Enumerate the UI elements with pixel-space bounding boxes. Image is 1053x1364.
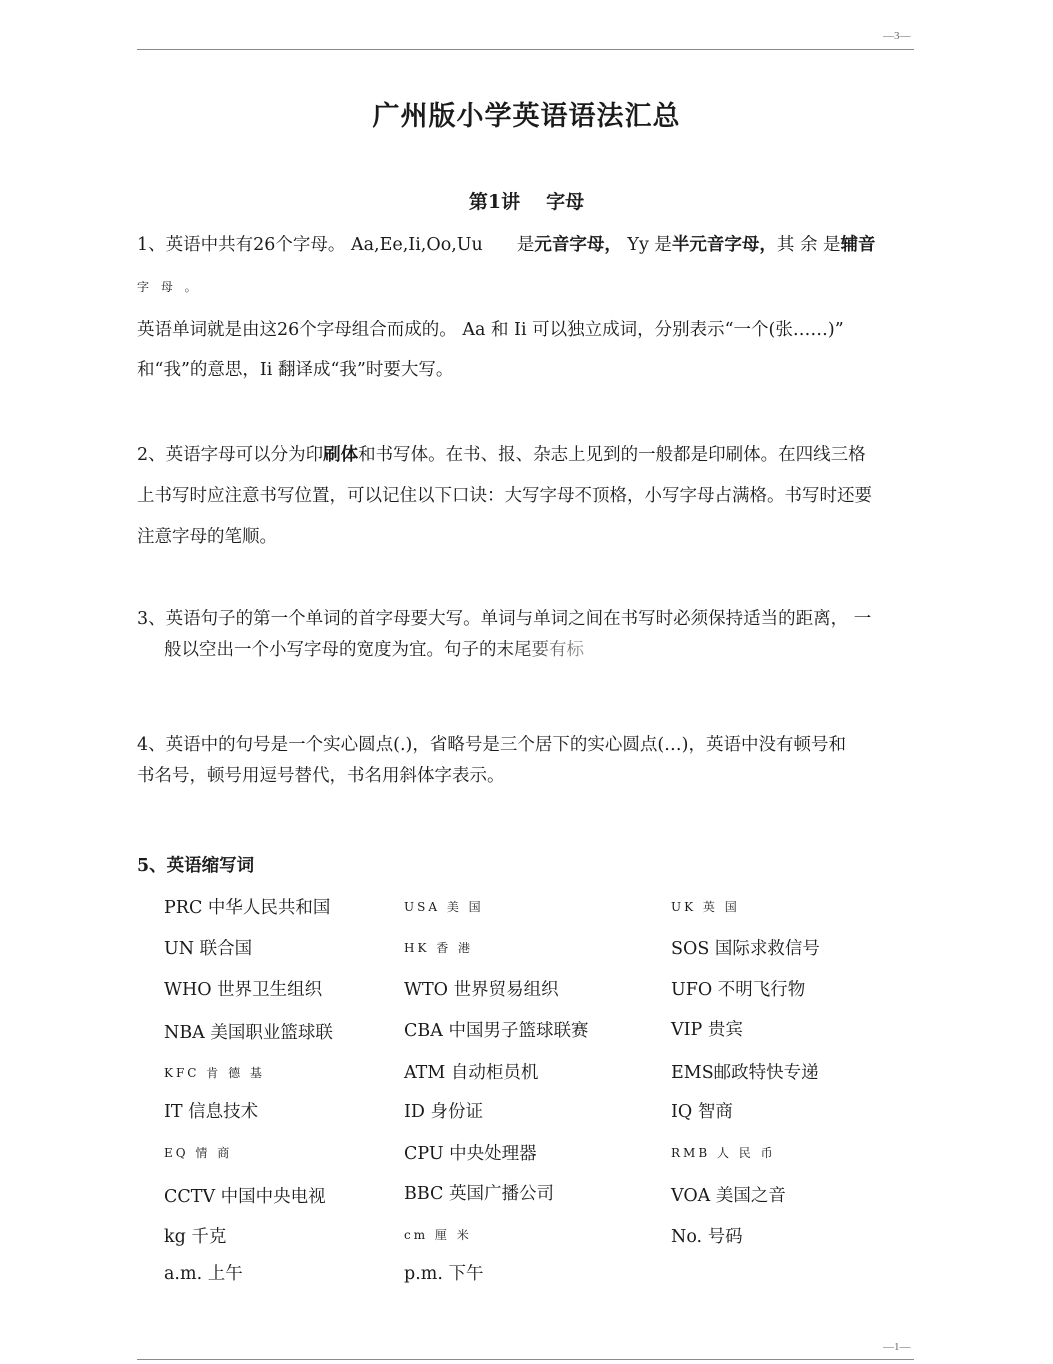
abbr-cm: cm 厘 米: [404, 1228, 472, 1242]
s1-line1-is: 是: [516, 235, 535, 255]
abbr-iq: IQ 智商: [671, 1102, 733, 1122]
lecture-number: 第1讲: [468, 191, 521, 213]
s1-line3: 英语单词就是由这26个字母组合而成的。 Aa 和 Ii 可以独立成词，分别表示“一个(张……)”: [137, 320, 844, 340]
abbr-voa: VOA 美国之音: [671, 1186, 786, 1206]
abbr-no: No. 号码: [671, 1227, 743, 1247]
s2-print-term: 刷体: [323, 445, 359, 465]
footer-rule: [137, 1359, 914, 1360]
s1-line2: 字 母 。: [137, 280, 201, 294]
s1-line1-text: 1、英语中共有26个字母。 Aa,Ee,Ii,Oo,Uu: [137, 235, 483, 255]
s2-line1-text: 2、英语字母可以分为印: [137, 445, 324, 465]
abbr-pm: p.m. 下午: [404, 1264, 484, 1284]
abbr-wto: WTO 世界贸易组织: [404, 980, 559, 1000]
abbr-un: UN 联合国: [164, 939, 253, 959]
abbr-am: a.m. 上午: [164, 1264, 243, 1284]
abbr-cba: CBA 中国男子篮球联赛: [404, 1021, 589, 1041]
abbr-bbc: BBC 英国广播公司: [404, 1184, 554, 1204]
s2-line1-rest: 和书写体。在书、报、杂志上见到的一般都是印刷体。在四线三格: [358, 445, 866, 465]
s2-line3: 注意字母的笔顺。: [137, 527, 277, 547]
header-page-marker: —3—: [883, 30, 911, 42]
abbr-uk: UK 英 国: [671, 900, 740, 914]
abbr-kg: kg 千克: [164, 1227, 227, 1247]
s5-heading: 5、英语缩写词: [137, 856, 255, 876]
abbr-usa: USA 美 国: [404, 900, 484, 914]
abbr-who: WHO 世界卫生组织: [164, 980, 323, 1000]
s3-line2-text: 般以空出一个小写字母的宽度为宜。句子的末尾要有标: [164, 640, 654, 660]
abbr-sos: SOS 国际求救信号: [671, 939, 820, 959]
s1-line1-yy: Yy 是: [621, 235, 672, 255]
abbr-vip: VIP 贵宾: [671, 1020, 743, 1040]
s4-line2: 书名号，顿号用逗号替代，书名用斜体字表示。: [137, 766, 505, 786]
abbr-ems: EMS邮政特快专递: [671, 1063, 819, 1083]
lecture-name: 字母: [546, 191, 585, 213]
s2-line1: [137, 441, 866, 466]
s3-line2: [164, 636, 654, 661]
header-rule: [137, 49, 914, 50]
s1-line1-rest: 其 余 是: [776, 235, 841, 255]
abbr-id: ID 身份证: [404, 1102, 484, 1122]
s1-vowel-term: 元音字母，: [534, 235, 622, 255]
s1-line1: [137, 231, 876, 256]
lecture-heading: [0, 187, 1053, 214]
abbr-it: IT 信息技术: [164, 1102, 259, 1122]
s1-line4: 和“我”的意思，Ii 翻译成“我”时要大写。: [137, 360, 454, 380]
abbr-prc: PRC 中华人民共和国: [164, 898, 331, 918]
abbr-nba: NBA 美国职业篮球联: [164, 1023, 333, 1043]
abbr-atm: ATM 自动柜员机: [404, 1063, 539, 1083]
footer-page-marker: —1—: [883, 1341, 911, 1353]
s1-semivowel-term: 半元音字母，: [671, 235, 777, 255]
s4-line1: 4、英语中的句号是一个实心圆点(.)，省略号是三个居下的实心圆点(…)，英语中没有顿号和: [137, 735, 847, 755]
s2-line2: 上书写时应注意书写位置，可以记住以下口诀：大写字母不顶格，小写字母占满格。书写时还要: [137, 486, 872, 506]
document-title: 广州版小学英语语法汇总: [372, 101, 681, 132]
s3-line1: 3、英语句子的第一个单词的首字母要大写。单词与单词之间在书写时必须保持适当的距离， 一: [137, 609, 872, 629]
abbr-kfc: KFC 肯 德 基: [164, 1066, 265, 1080]
abbr-cctv: CCTV 中国中央电视: [164, 1187, 326, 1207]
abbr-ufo: UFO 不明飞行物: [671, 980, 806, 1000]
abbr-hk: HK 香 港: [404, 941, 474, 955]
abbr-cpu: CPU 中央处理器: [404, 1144, 537, 1164]
abbr-rmb: RMB 人 民 币: [671, 1146, 776, 1160]
s1-consonant-term: 辅音: [840, 235, 876, 255]
abbr-eq: EQ 情 商: [164, 1146, 233, 1160]
